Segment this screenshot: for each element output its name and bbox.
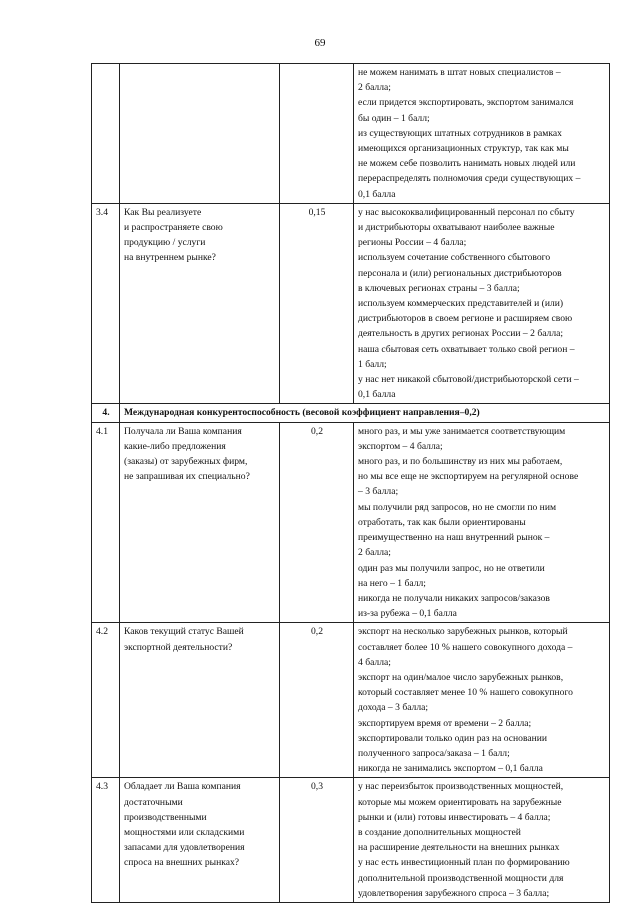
answer-line: 0,1 балла	[358, 389, 396, 401]
answer-line: отработать, так как были ориентированы	[358, 516, 526, 528]
answer-line: дохода – 3 балла;	[358, 702, 429, 714]
weight-cell: 0,15	[280, 203, 354, 404]
answer-line: но мы все еще не экспортируем на регулярной основе	[358, 471, 579, 483]
page-number: 69	[314, 37, 326, 49]
answer-line: в создание дополнительных мощностей	[358, 826, 521, 838]
answer-line: имеющихся организационных структур, так как мы	[358, 143, 569, 155]
answer-line: бы один – 1 балл;	[358, 112, 430, 124]
answer-line: на него – 1 балл;	[358, 577, 426, 589]
answer-line: перераспределять полномочия среди существующих –	[358, 173, 581, 185]
question-line: какие-либо предложения	[124, 440, 226, 452]
answers-cell	[354, 623, 610, 778]
weight-cell	[280, 64, 354, 204]
table-row	[92, 64, 610, 204]
criteria-table-body	[92, 64, 610, 903]
item-number	[92, 64, 120, 204]
answer-line: 4 балла;	[358, 656, 391, 668]
answer-line: из-за рубежа – 0,1 балла	[358, 608, 457, 620]
answer-line: 2 балла;	[358, 547, 391, 559]
answer-line: наша сбытовая сеть охватывает только свой регион –	[358, 343, 575, 355]
answers-cell	[354, 778, 610, 903]
answer-line: – 3 балла;	[358, 486, 399, 498]
answer-line: которые мы можем ориентировать на зарубежные	[358, 796, 562, 808]
question-line: Как Вы реализуете	[124, 206, 202, 218]
answer-line: рынки и (или) готовы инвестировать – 4 балла;	[358, 811, 551, 823]
section-title: Международная конкурентоспособность (весовой коэффициент направления–0,2)	[120, 404, 610, 422]
answer-line: и дистрибьюторы охватывают наиболее важные	[358, 222, 555, 234]
answer-line: который составляет менее 10 % нашего совокупного	[358, 687, 573, 699]
section-row	[92, 404, 610, 422]
question-cell	[120, 203, 280, 404]
question-line: и распространяете свою	[124, 222, 223, 234]
table-row	[92, 778, 610, 903]
item-number: 4.1	[92, 422, 120, 623]
answer-line: экспортируем время от времени – 2 балла;	[358, 717, 532, 729]
question-line: не запрашивая их специально?	[124, 471, 250, 483]
answer-line: 2 балла;	[358, 82, 391, 94]
answers-cell	[354, 422, 610, 623]
item-number: 4.3	[92, 778, 120, 903]
table-row	[92, 623, 610, 778]
table-row	[92, 203, 610, 404]
answer-line: на расширение деятельности на внешних рынках	[358, 842, 560, 854]
question-cell	[120, 623, 280, 778]
answer-line: 1 балл;	[358, 358, 387, 370]
answer-line: мы получили ряд запросов, но не смогли по ним	[358, 501, 557, 513]
criteria-table	[91, 63, 610, 903]
answer-line: преимущественно на наш внутренний рынок –	[358, 532, 550, 544]
weight-cell: 0,2	[280, 422, 354, 623]
question-cell	[120, 778, 280, 903]
answer-line: экспортировали только один раз на основании	[358, 732, 548, 744]
answer-line: много раз, и по большинству из них мы работаем,	[358, 456, 563, 468]
answer-line: используем коммерческих представителей и (или)	[358, 298, 564, 310]
answer-line: деятельность в других регионах России – 2 балла;	[358, 328, 564, 340]
question-line: производственными	[124, 811, 207, 823]
answer-line: экспорт на несколько зарубежных рынков, который	[358, 626, 568, 638]
question-line: на внутреннем рынке?	[124, 252, 216, 264]
answer-line: никогда не занимались экспортом – 0,1 балла	[358, 763, 543, 775]
section-number: 4.	[92, 404, 120, 422]
answer-line: у нас переизбыток производственных мощностей,	[358, 781, 564, 793]
question-line: экспортной деятельности?	[124, 641, 233, 653]
answer-line: экспорт на один/малое число зарубежных рынков,	[358, 671, 564, 683]
answer-line: дистрибьюторов в своем регионе и расширяем свою	[358, 313, 573, 325]
answer-line: регионы России – 4 балла;	[358, 237, 467, 249]
answer-line: дополнительной производственной мощности для	[358, 872, 564, 884]
answer-line: если придется экспортировать, экспортом занимался	[358, 97, 574, 109]
answer-line: в ключевых регионах страны – 3 балла;	[358, 282, 520, 294]
answer-line: у нас высококвалифицированный персонал по сбыту	[358, 206, 575, 218]
answer-line: составляет более 10 % нашего совокупного дохода –	[358, 641, 573, 653]
answer-line: из существующих штатных сотрудников в рамках	[358, 127, 562, 139]
question-cell	[120, 64, 280, 204]
answer-line: 0,1 балла	[358, 188, 396, 200]
answer-line: полученного запроса/заказа – 1 балл;	[358, 747, 510, 759]
question-line: Обладает ли Ваша компания	[124, 781, 241, 793]
answer-line: один раз мы получили запрос, но не ответили	[358, 562, 545, 574]
question-cell	[120, 422, 280, 623]
question-line: (заказы) от зарубежных фирм,	[124, 456, 248, 468]
question-line: продукцию / услуги	[124, 237, 206, 249]
answer-line: не можем нанимать в штат новых специалистов –	[358, 67, 561, 78]
question-line: запасами для удовлетворения	[124, 842, 245, 854]
weight-cell: 0,2	[280, 623, 354, 778]
weight-cell: 0,3	[280, 778, 354, 903]
answer-line: у нас есть инвестиционный план по формированию	[358, 857, 570, 869]
answer-line: удовлетворения зарубежного спроса – 3 балла;	[358, 887, 550, 899]
item-number: 4.2	[92, 623, 120, 778]
question-line: Получала ли Ваша компания	[124, 425, 242, 437]
answer-line: не можем себе позволить нанимать новых людей или	[358, 158, 576, 170]
question-line: спроса на внешних рынках?	[124, 857, 240, 869]
table-row	[92, 422, 610, 623]
answers-cell	[354, 203, 610, 404]
question-line: достаточными	[124, 796, 183, 808]
answer-line: у нас нет никакой сбытовой/дистрибьюторской сети –	[358, 374, 579, 386]
question-line: Каков текущий статус Вашей	[124, 626, 244, 638]
answer-line: персонала и (или) региональных дистрибьюторов	[358, 267, 562, 279]
answer-line: много раз, и мы уже занимается соответствующим	[358, 425, 566, 437]
item-number: 3.4	[92, 203, 120, 404]
answer-line: экспортом – 4 балла;	[358, 440, 443, 452]
question-line: мощностями или складскими	[124, 826, 245, 838]
answer-line: используем сочетание собственного сбытового	[358, 252, 551, 264]
answers-cell	[354, 64, 610, 204]
answer-line: никогда не получали никаких запросов/заказов	[358, 592, 550, 604]
